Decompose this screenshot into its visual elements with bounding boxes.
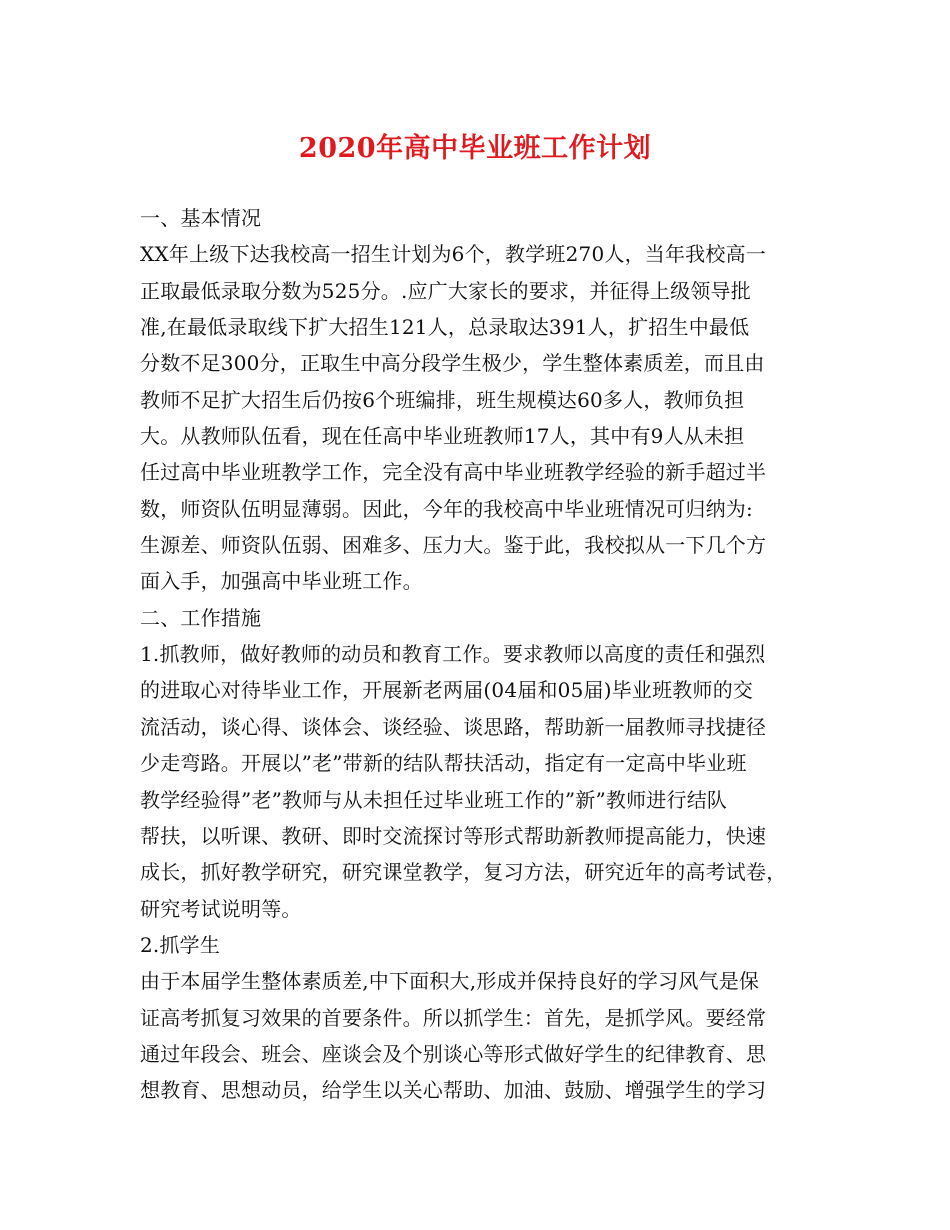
paragraph-line: 的进取心对待毕业工作，开展新老两届(04届和05届)毕业班教师的交 [140, 678, 754, 703]
paragraph-line: 想教育、思想动员，给学生以关心帮助、加油、鼓励、增强学生的学习 [140, 1078, 767, 1103]
paragraph-line: 生源差、师资队伍弱、困难多、压力大。鉴于此，我校拟从一下几个方 [140, 533, 767, 558]
paragraph-line: 流活动，谈心得、谈体会、谈经验、谈思路，帮助新一届教师寻找捷径 [140, 714, 767, 739]
paragraph-line: 任过高中毕业班教学工作，完全没有高中毕业班教学经验的新手超过半 [140, 460, 767, 485]
paragraph-line: 成长，抓好教学研究，研究课堂教学，复习方法，研究近年的高考试卷， [140, 860, 787, 885]
paragraph-line: 少走弯路。开展以”老”带新的结队帮扶活动，指定有一定高中毕业班 [140, 751, 747, 776]
paragraph-line: XX年上级下达我校高一招生计划为6个，教学班270人，当年我校高一 [140, 242, 766, 267]
paragraph-line: 1.抓教师，做好教师的动员和教育工作。要求教师以高度的责任和强烈 [140, 642, 766, 667]
paragraph-line: 证高考抓复习效果的首要条件。所以抓学生：首先，是抓学风。要经常 [140, 1005, 767, 1030]
document-title: 2020年高中毕业班工作计划 [298, 133, 652, 164]
paragraph-line: 分数不足300分，正取生中高分段学生极少，学生整体素质差，而且由 [140, 351, 765, 376]
paragraph-line: 教师不足扩大招生后仍按6个班编排，班生规模达60多人，教师负担 [140, 387, 745, 412]
paragraph-line: 研究考试说明等。 [140, 896, 302, 921]
paragraph-line: 帮扶，以听课、教研、即时交流探讨等形式帮助新教师提高能力，快速 [140, 823, 767, 848]
document-body [140, 200, 820, 1109]
paragraph-line: 大。从教师队伍看，现在任高中毕业班教师17人，其中有9人从未担 [140, 424, 745, 449]
paragraph-line: 正取最低录取分数为525分。.应广大家长的要求，并征得上级领导批 [140, 278, 751, 303]
paragraph-line: 教学经验得”老”教师与从未担任过毕业班工作的”新”教师进行结队 [140, 787, 728, 812]
section-heading-basic-situation: 一、基本情况 [140, 206, 262, 230]
paragraph-line: 由于本届学生整体素质差,中下面积大,形成并保持良好的学习风气是保 [140, 969, 760, 994]
section-heading-work-measures: 二、工作措施 [140, 605, 262, 630]
paragraph-line: 面入手，加强高中毕业班工作。 [140, 569, 423, 594]
paragraph-line: 准,在最低录取线下扩大招生121人，总录取达391人，扩招生中最低 [140, 315, 750, 340]
paragraph-line: 通过年段会、班会、座谈会及个别谈心等形式做好学生的纪律教育、思 [140, 1041, 767, 1066]
subsection-heading-students: 2.抓学生 [140, 932, 221, 957]
paragraph-line: 数，师资队伍明显薄弱。因此，今年的我校高中毕业班情况可归纳为: [140, 496, 753, 521]
